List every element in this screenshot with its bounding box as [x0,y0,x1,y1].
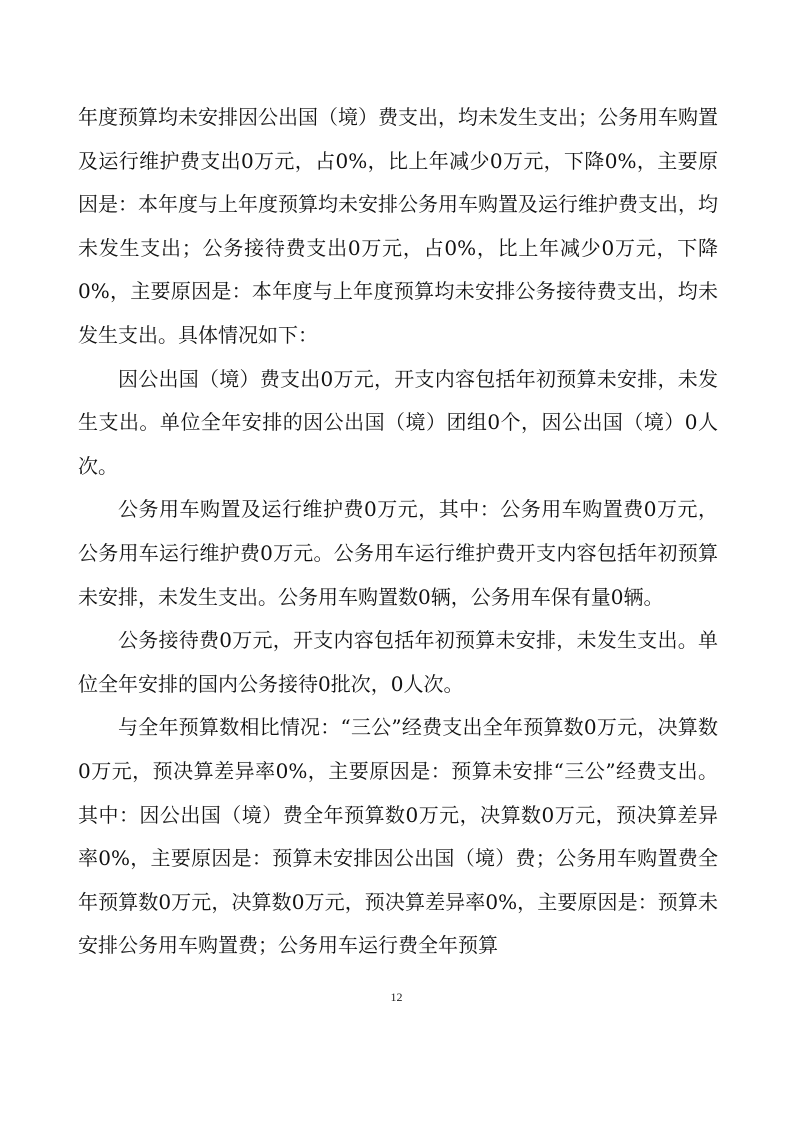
document-body [78,96,718,968]
paragraph-overseas-travel: 因公出国（境）费支出0万元，开支内容包括年初预算未安排，未发生支出。单位全年安排的因公出国（境）团组0个，因公出国（境）0人次。 [78,366,718,478]
paragraph-continued: 年度预算均未安排因公出国（境）费支出，均未发生支出；公务用车购置及运行维护费支出0万元，占0%，比上年减少0万元，下降0%，主要原因是：本年度与上年度预算均未安排公务用车购置及运行维护费支出，均未发生支出；公务接待费支出0万元，占0%，比上年减少0万元，下降0%，主要原因是：本年度与上年度预算均未安排公务接待费支出，均未发生支出。具体情况如下： [78,105,718,347]
paragraph-official-vehicles: 公务用车购置及运行维护费0万元，其中：公务用车购置费0万元，公务用车运行维护费0万元。公务用车运行维护费开支内容包括年初预算未安排，未发生支出。公务用车购置数0辆，公务用车保有量0辆。 [78,497,718,609]
page-number: 12 [390,990,403,1004]
paragraph-budget-comparison: 与全年预算数相比情况：“三公”经费支出全年预算数0万元，决算数0万元，预决算差异率0%，主要原因是：预算未安排“三公”经费支出。其中：因公出国（境）费全年预算数0万元，决算数0万元，预决算差异率0%，主要原因是：预算未安排因公出国（境）费；公务用车购置费全年预算数0万元，决算数0万元，预决算差异率0%，主要原因是：预算未安排公务用车购置费；公务用车运行费全年预算 [78,715,718,958]
paragraph-official-reception: 公务接待费0万元，开支内容包括年初预算未安排，未发生支出。单位全年安排的国内公务接待0批次，0人次。 [78,628,718,696]
